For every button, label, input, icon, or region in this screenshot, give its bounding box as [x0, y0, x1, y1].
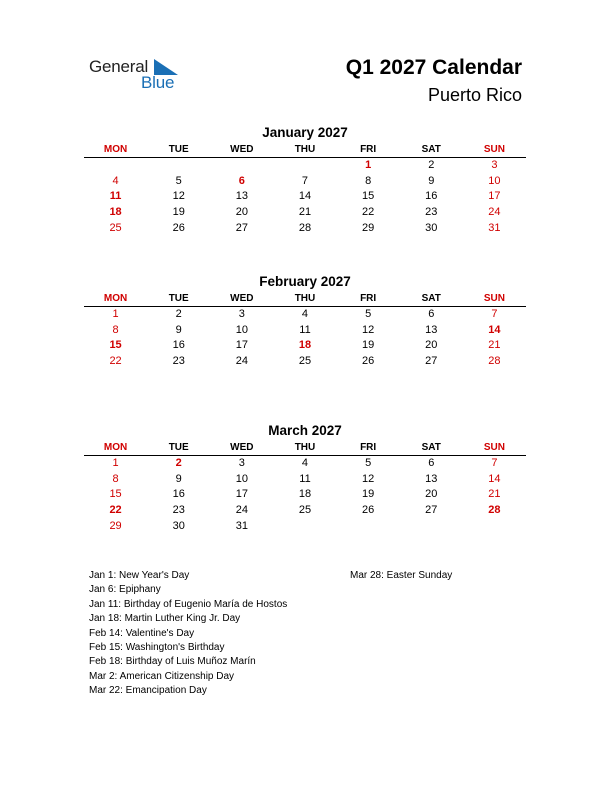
- week-row: [84, 472, 526, 488]
- day-cell: 19: [172, 206, 185, 219]
- month-title: March 2027: [268, 423, 342, 438]
- day-cell: 20: [425, 339, 438, 352]
- day-cell: 1: [365, 159, 372, 171]
- month-january: [84, 124, 526, 236]
- day-cell: 4: [301, 457, 309, 469]
- weekday-sun: SUN: [483, 442, 505, 453]
- weekday-wed: WED: [230, 293, 254, 304]
- generalblue-logo: [89, 56, 189, 92]
- day-cell: 3: [491, 159, 498, 171]
- weekday-sat: SAT: [421, 442, 441, 453]
- weekday-fri: FRI: [360, 442, 377, 453]
- day-cell: 27: [425, 504, 438, 517]
- weekday-fri: FRI: [360, 144, 377, 155]
- holiday-entry: Mar 22: Emancipation Day: [89, 685, 207, 697]
- day-cell: 5: [365, 308, 372, 320]
- week-row: [84, 487, 526, 503]
- week-row: [84, 158, 526, 174]
- day-cell: 17: [488, 190, 501, 203]
- week-row: [84, 354, 526, 370]
- day-cell: 20: [235, 206, 248, 219]
- day-cell: 8: [365, 174, 372, 187]
- logo-general-text: General: [89, 57, 149, 76]
- day-cell: 8: [112, 472, 119, 485]
- month-february: [84, 273, 526, 370]
- month-title: January 2027: [262, 125, 348, 140]
- day-cell: 16: [425, 190, 438, 203]
- day-cell: 26: [362, 355, 375, 368]
- day-cell: 21: [298, 206, 312, 219]
- day-cell: 1: [112, 308, 119, 320]
- day-cell: 9: [175, 323, 182, 336]
- week-row: [84, 503, 526, 519]
- day-cell: 5: [175, 174, 182, 187]
- empty-day-cell: [337, 519, 400, 535]
- day-cell: 15: [109, 339, 122, 352]
- day-cell: 6: [428, 457, 435, 469]
- weekday-tue: TUE: [168, 442, 189, 453]
- day-cell: 22: [362, 206, 375, 219]
- empty-day-cell: [273, 519, 336, 535]
- day-cell: 24: [235, 504, 248, 517]
- day-cell: 4: [112, 174, 119, 187]
- day-cell: 2: [175, 308, 182, 320]
- day-cell: 10: [235, 472, 248, 485]
- weekday-wed: WED: [230, 144, 254, 155]
- day-cell: 14: [488, 323, 501, 336]
- holiday-entry: Jan 6: Epiphany: [89, 584, 161, 596]
- day-cell: 11: [299, 323, 311, 336]
- day-cell: 13: [235, 190, 248, 203]
- weekday-sun: SUN: [483, 293, 505, 304]
- empty-day-cell: [463, 519, 526, 535]
- day-cell: 10: [488, 174, 501, 187]
- day-cell: 29: [362, 221, 375, 234]
- weekday-mon: MON: [103, 442, 128, 453]
- day-cell: 2: [428, 159, 435, 171]
- weekday-header: [84, 291, 526, 307]
- holiday-entry: Jan 1: New Year's Day: [89, 570, 190, 581]
- day-cell: 17: [235, 339, 248, 352]
- holiday-entry: Feb 14: Valentine's Day: [89, 627, 195, 639]
- day-cell: 25: [298, 355, 312, 368]
- empty-day-cell: [400, 519, 463, 535]
- day-cell: 13: [425, 472, 438, 485]
- day-cell: 31: [235, 519, 248, 532]
- logo-blue-text: Blue: [141, 73, 175, 92]
- holiday-entry: Jan 18: Martin Luther King Jr. Day: [89, 613, 241, 625]
- day-cell: 23: [172, 504, 185, 517]
- week-row: [84, 307, 526, 323]
- day-cell: 26: [172, 221, 185, 234]
- day-cell: 27: [425, 355, 438, 368]
- day-cell: 14: [298, 190, 312, 203]
- month-march: [84, 422, 526, 534]
- day-cell: 25: [109, 221, 122, 234]
- day-cell: 2: [175, 457, 182, 469]
- weekday-header: [84, 440, 526, 456]
- day-cell: 15: [109, 488, 122, 501]
- day-cell: 19: [362, 339, 375, 352]
- empty-day-cell: [273, 158, 336, 174]
- week-row: [84, 323, 526, 339]
- weekday-mon: MON: [103, 293, 128, 304]
- weekday-wed: WED: [230, 442, 254, 453]
- day-cell: 27: [235, 221, 248, 234]
- day-cell: 30: [172, 519, 185, 532]
- empty-day-cell: [147, 158, 210, 174]
- day-cell: 30: [425, 221, 438, 234]
- day-cell: 5: [365, 457, 372, 469]
- day-cell: 6: [428, 308, 435, 320]
- day-cell: 28: [298, 221, 312, 234]
- holiday-entry: Feb 15: Washington's Birthday: [89, 642, 225, 654]
- day-cell: 29: [109, 519, 122, 532]
- day-cell: 14: [488, 472, 501, 485]
- week-row: [84, 205, 526, 221]
- day-cell: 23: [172, 355, 185, 368]
- weekday-header: [84, 142, 526, 158]
- weekday-fri: FRI: [360, 293, 377, 304]
- day-cell: 11: [299, 472, 311, 485]
- day-cell: 31: [488, 221, 501, 234]
- day-cell: 3: [238, 308, 245, 320]
- month-title: February 2027: [259, 274, 351, 289]
- day-cell: 4: [301, 308, 309, 320]
- day-cell: 7: [491, 457, 498, 469]
- holiday-entry: Feb 18: Birthday of Luis Muñoz Marín: [89, 656, 256, 668]
- holiday-entry: Mar 28: Easter Sunday: [350, 570, 453, 581]
- weekday-tue: TUE: [168, 144, 189, 155]
- day-cell: 17: [235, 488, 248, 501]
- day-cell: 28: [488, 355, 501, 368]
- day-cell: 15: [362, 190, 375, 203]
- weekday-sat: SAT: [421, 144, 441, 155]
- day-cell: 18: [298, 339, 312, 352]
- weekday-thu: THU: [294, 144, 316, 155]
- week-row: [84, 519, 526, 535]
- day-cell: 9: [175, 472, 182, 485]
- week-row: [84, 189, 526, 205]
- day-cell: 28: [488, 504, 501, 517]
- week-row: [84, 221, 526, 237]
- week-row: [84, 456, 526, 472]
- week-row: [84, 338, 526, 354]
- day-cell: 24: [488, 206, 501, 219]
- day-cell: 16: [172, 339, 185, 352]
- day-cell: 7: [301, 174, 309, 187]
- weekday-thu: THU: [294, 293, 316, 304]
- page-subtitle: Puerto Rico: [427, 85, 522, 105]
- day-cell: 18: [109, 206, 122, 219]
- weekday-sat: SAT: [421, 293, 441, 304]
- day-cell: 8: [112, 323, 119, 336]
- day-cell: 11: [109, 190, 122, 203]
- day-cell: 23: [425, 206, 438, 219]
- day-cell: 12: [362, 472, 375, 485]
- day-cell: 10: [235, 323, 248, 336]
- holiday-list-right: [350, 569, 452, 583]
- weekday-tue: TUE: [168, 293, 189, 304]
- day-cell: 12: [172, 190, 185, 203]
- day-cell: 1: [112, 457, 119, 469]
- day-cell: 24: [235, 355, 248, 368]
- day-cell: 20: [425, 488, 438, 501]
- day-cell: 7: [491, 308, 498, 320]
- day-cell: 12: [362, 323, 375, 336]
- page-title: Q1 2027 Calendar: [345, 56, 522, 79]
- day-cell: 25: [298, 504, 312, 517]
- holiday-list-left: [89, 569, 287, 699]
- holiday-entry: Mar 2: American Citizenship Day: [89, 670, 235, 682]
- day-cell: 18: [298, 488, 312, 501]
- day-cell: 13: [425, 323, 438, 336]
- day-cell: 21: [488, 488, 501, 501]
- empty-day-cell: [84, 158, 147, 174]
- weekday-mon: MON: [103, 144, 128, 155]
- day-cell: 9: [428, 174, 435, 187]
- day-cell: 22: [109, 504, 122, 517]
- holiday-entry: Jan 11: Birthday of Eugenio María de Hostos: [89, 598, 288, 610]
- week-row: [84, 174, 526, 190]
- day-cell: 21: [488, 339, 501, 352]
- day-cell: 3: [238, 457, 245, 469]
- day-cell: 16: [172, 488, 185, 501]
- day-cell: 22: [109, 355, 122, 368]
- weekday-sun: SUN: [483, 144, 505, 155]
- day-cell: 26: [362, 504, 375, 517]
- empty-day-cell: [210, 158, 273, 174]
- weekday-thu: THU: [294, 442, 316, 453]
- day-cell: 6: [238, 174, 245, 187]
- day-cell: 19: [362, 488, 375, 501]
